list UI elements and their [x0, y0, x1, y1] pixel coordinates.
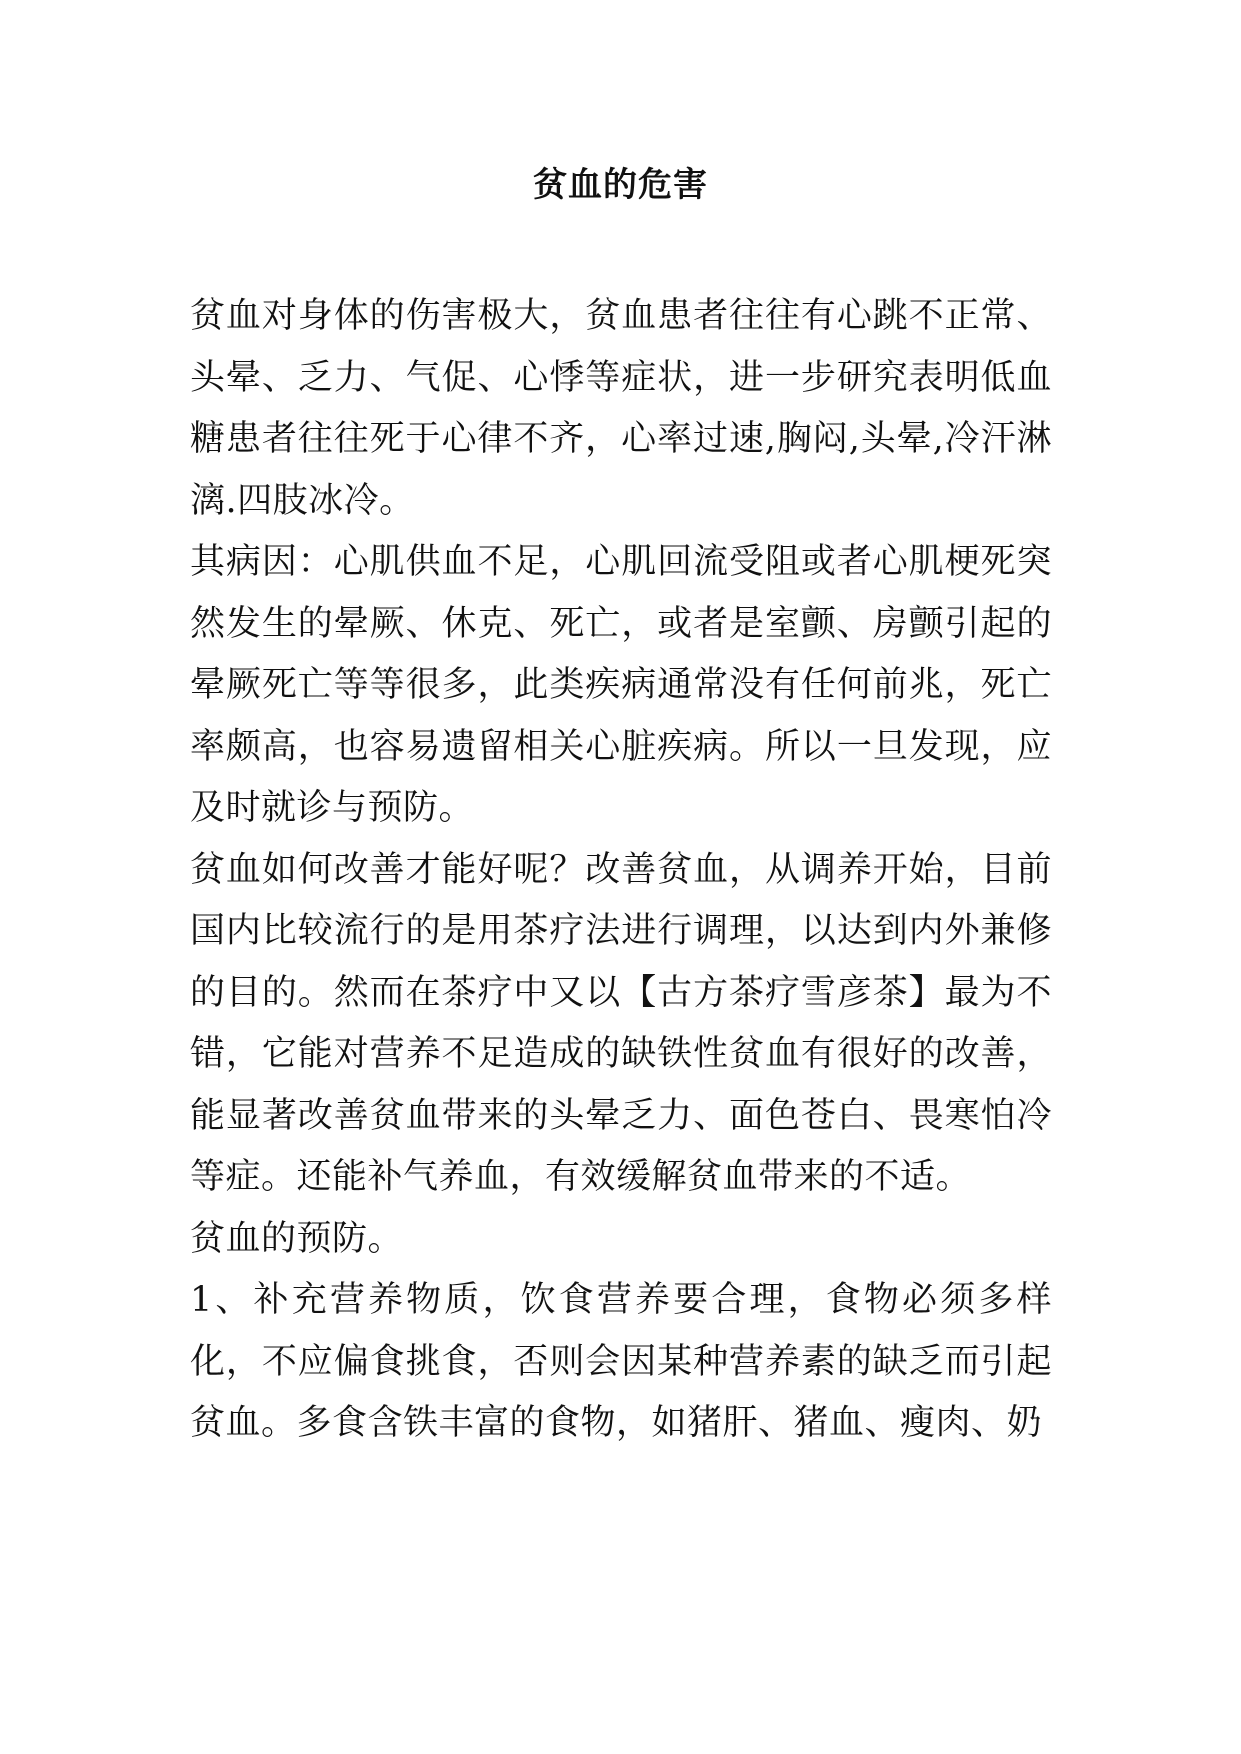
paragraph-causes: 其病因：心肌供血不足，心肌回流受阻或者心肌梗死突然发生的晕厥、休克、死亡，或者是室颤、房颤引起的晕厥死亡等等很多，此类疾病通常没有任何前兆，死亡率颇高，也容易遗留相关心脏疾病。所以一旦发现，应及时就诊与预防。 [190, 542, 1052, 828]
document-body [190, 286, 1052, 1455]
document-title: 贫血的危害 [533, 165, 708, 205]
paragraph-prevention-heading: 贫血的预防。 [190, 1218, 404, 1259]
paragraph-symptoms: 贫血对身体的伤害极大，贫血患者往往有心跳不正常、头晕、乏力、气促、心悸等症状，进一步研究表明低血糖患者往往死于心律不齐，心率过速,胸闷,头晕,冷汗淋漓.四肢冰冷。 [190, 296, 1052, 521]
paragraph-improvement: 贫血如何改善才能好呢？改善贫血，从调养开始，目前国内比较流行的是用茶疗法进行调理，以达到内外兼修的目的。然而在茶疗中又以【古方茶疗雪彦茶】最为不错，它能对营养不足造成的缺铁性贫血有很好的改善，能显著改善贫血带来的头晕乏力、面色苍白、畏寒怕冷等症。还能补气养血，有效缓解贫血带来的不适。 [190, 849, 1052, 1197]
paragraph-prevention-item-1: 1、补充营养物质，饮食营养要合理，食物必须多样化，不应偏食挑食，否则会因某种营养素的缺乏而引起贫血。多食含铁丰富的食物，如猪肝、猪血、瘦肉、奶 [190, 1280, 1052, 1443]
